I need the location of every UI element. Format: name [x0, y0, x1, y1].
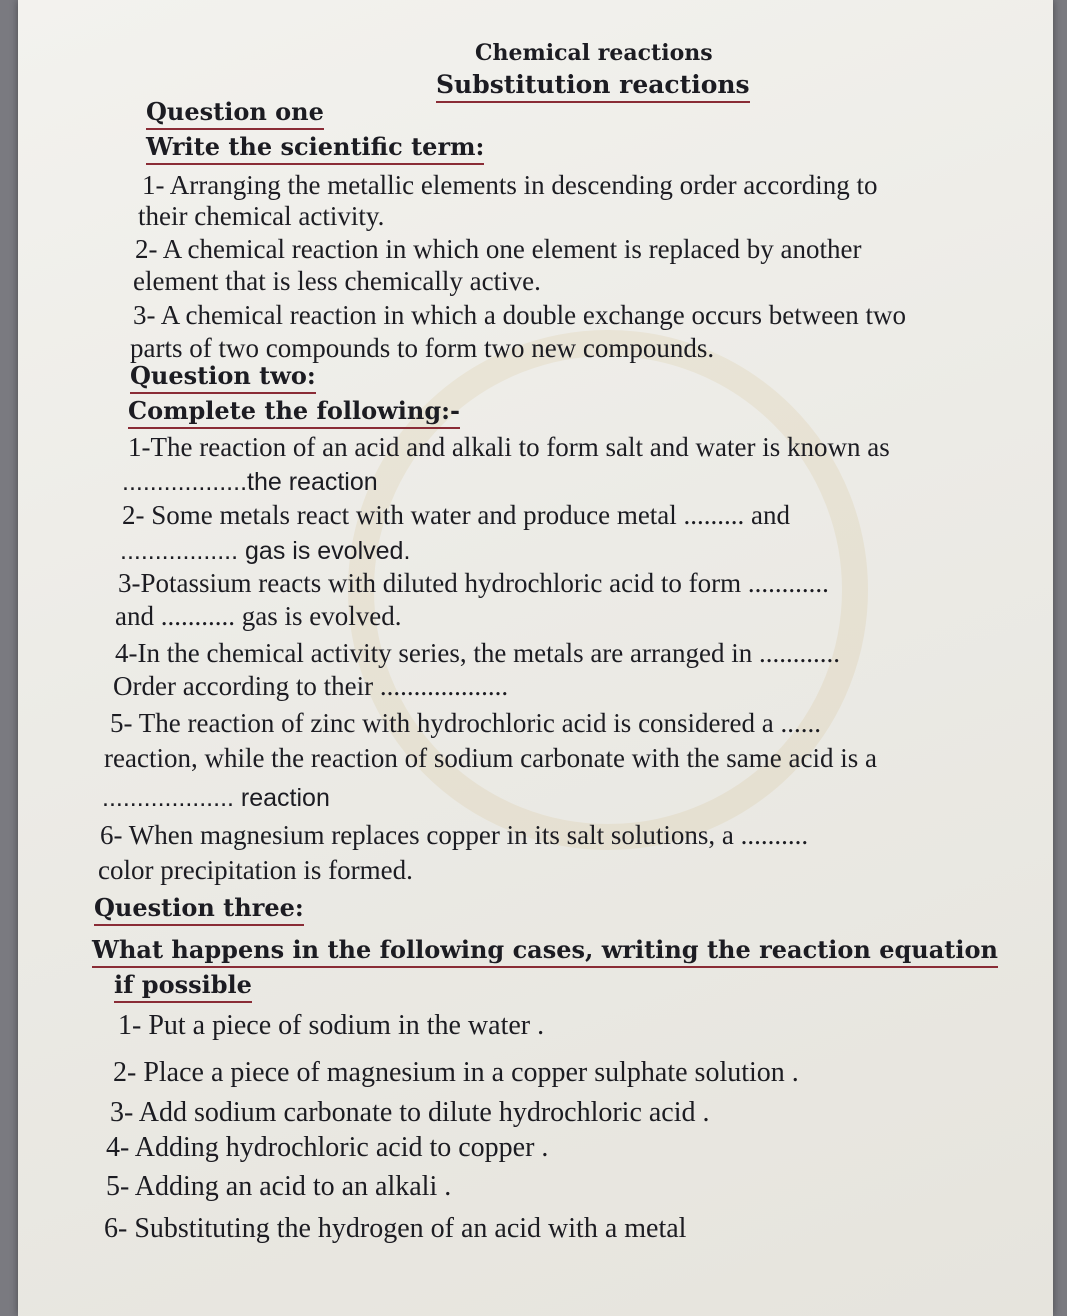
q1-line: parts of two compounds to form two new compounds.	[130, 333, 715, 363]
question-two-heading: Question two:	[130, 361, 316, 394]
q2-line: ..................the reaction	[122, 468, 378, 496]
q1-line: 2- A chemical reaction in which one element is replaced by another	[135, 234, 862, 264]
q2-line: Order according to their ...................	[113, 671, 509, 701]
q2-line: 1-The reaction of an acid and alkali to form salt and water is known as	[128, 432, 890, 462]
q2-line: 4-In the chemical activity series, the metals are arranged in ............	[115, 638, 840, 668]
q2-line: color precipitation is formed.	[98, 855, 413, 885]
q2-line: 2- Some metals react with water and produce metal ......... and	[122, 500, 791, 530]
page-subtitle: Substitution reactions	[436, 70, 750, 103]
worksheet-page	[18, 0, 1053, 1316]
q3-line: 2- Place a piece of magnesium in a copper sulphate solution .	[113, 1057, 799, 1088]
q2-line: and ........... gas is evolved.	[115, 601, 402, 631]
q2-line: 5- The reaction of zinc with hydrochloric acid is considered a ......	[110, 708, 822, 738]
question-one-instruction: Write the scientific term:	[146, 132, 484, 165]
q2-line: ................. gas is evolved.	[120, 537, 411, 565]
q3-line: 5- Adding an acid to an alkali .	[106, 1171, 452, 1202]
q3-line: 3- Add sodium carbonate to dilute hydrochloric acid .	[110, 1097, 710, 1128]
q2-line: reaction, while the reaction of sodium carbonate with the same acid is a	[104, 743, 877, 773]
q3-line: 1- Put a piece of sodium in the water .	[118, 1010, 545, 1041]
question-three-instruction-cont: if possible	[114, 970, 252, 1003]
q3-line: 6- Substituting the hydrogen of an acid with a metal	[104, 1213, 687, 1244]
q3-line: 4- Adding hydrochloric acid to copper .	[106, 1132, 549, 1163]
q1-line: 3- A chemical reaction in which a double exchange occurs between two	[133, 300, 906, 330]
q2-line: 3-Potassium reacts with diluted hydrochloric acid to form ............	[118, 568, 829, 598]
question-two-instruction: Complete the following:-	[128, 396, 460, 429]
q1-line: element that is less chemically active.	[133, 266, 541, 296]
question-one-heading: Question one	[146, 97, 324, 130]
q2-line: 6- When magnesium replaces copper in its salt solutions, a ..........	[100, 820, 809, 850]
page-title: Chemical reactions	[475, 40, 713, 66]
question-three-instruction: What happens in the following cases, writing the reaction equation	[92, 935, 998, 968]
question-three-heading: Question three:	[94, 893, 304, 926]
q1-line: 1- Arranging the metallic elements in descending order according to	[142, 170, 878, 200]
q1-line: their chemical activity.	[138, 201, 385, 231]
q2-line: ................... reaction	[102, 784, 330, 812]
